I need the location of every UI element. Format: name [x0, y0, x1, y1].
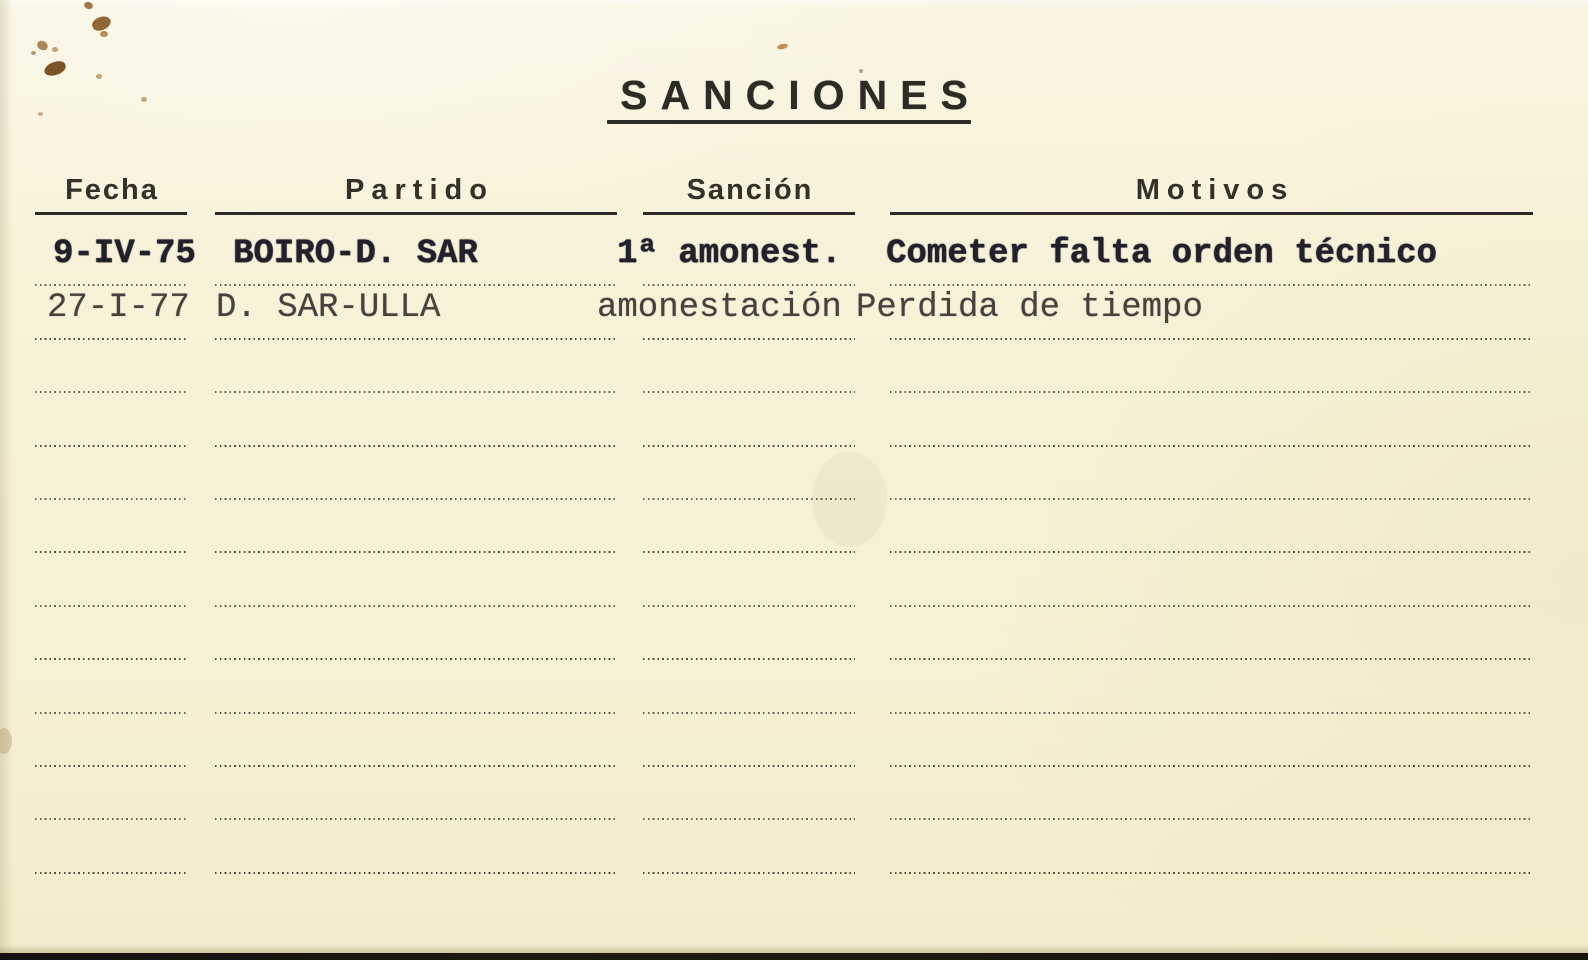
- column-header-row: [0, 164, 1588, 208]
- ruled-line: [643, 872, 855, 874]
- cell-fecha: 27-I-77: [47, 288, 190, 327]
- ruled-line: [890, 872, 1533, 874]
- table-row: [0, 286, 1588, 339]
- table-row: [0, 233, 1588, 286]
- empty-row: [0, 393, 1588, 446]
- cell-motivos: Perdida de tiempo: [856, 288, 1203, 327]
- empty-row: [0, 714, 1588, 767]
- cell-sancion: 1ª amonest.: [617, 235, 842, 274]
- empty-row: [0, 607, 1588, 660]
- record-rows: [0, 233, 1588, 874]
- empty-row: [0, 660, 1588, 713]
- column-header-motivos: Motivos: [890, 164, 1533, 215]
- card-top-edge: [0, 0, 1588, 10]
- column-header-sancion: Sanción: [643, 164, 855, 215]
- ruled-line: [35, 872, 187, 874]
- cell-fecha: 9-IV-75: [53, 235, 196, 274]
- column-header-fecha: Fecha: [35, 164, 187, 215]
- cell-motivos: Cometer falta orden técnico: [886, 235, 1437, 274]
- stain-mark: [31, 51, 36, 55]
- empty-row: [0, 500, 1588, 553]
- column-header-partido: Partido: [215, 164, 617, 215]
- empty-row: [0, 767, 1588, 820]
- empty-row: [0, 553, 1588, 606]
- cell-sancion: amonestación: [597, 288, 842, 327]
- empty-row: [0, 820, 1588, 873]
- cell-partido: D. SAR-ULLA: [216, 288, 441, 327]
- cell-partido: BOIRO-D. SAR: [233, 235, 478, 274]
- stain-mark: [52, 47, 58, 52]
- scan-background-strip: [0, 953, 1588, 960]
- empty-row: [0, 447, 1588, 500]
- title-underline: [607, 120, 971, 124]
- stain-mark: [100, 31, 108, 37]
- stain-mark: [777, 43, 789, 50]
- card-title: SANCIONES: [620, 72, 981, 118]
- empty-row: [0, 340, 1588, 393]
- ruled-line: [215, 872, 617, 874]
- stain-mark: [35, 39, 49, 52]
